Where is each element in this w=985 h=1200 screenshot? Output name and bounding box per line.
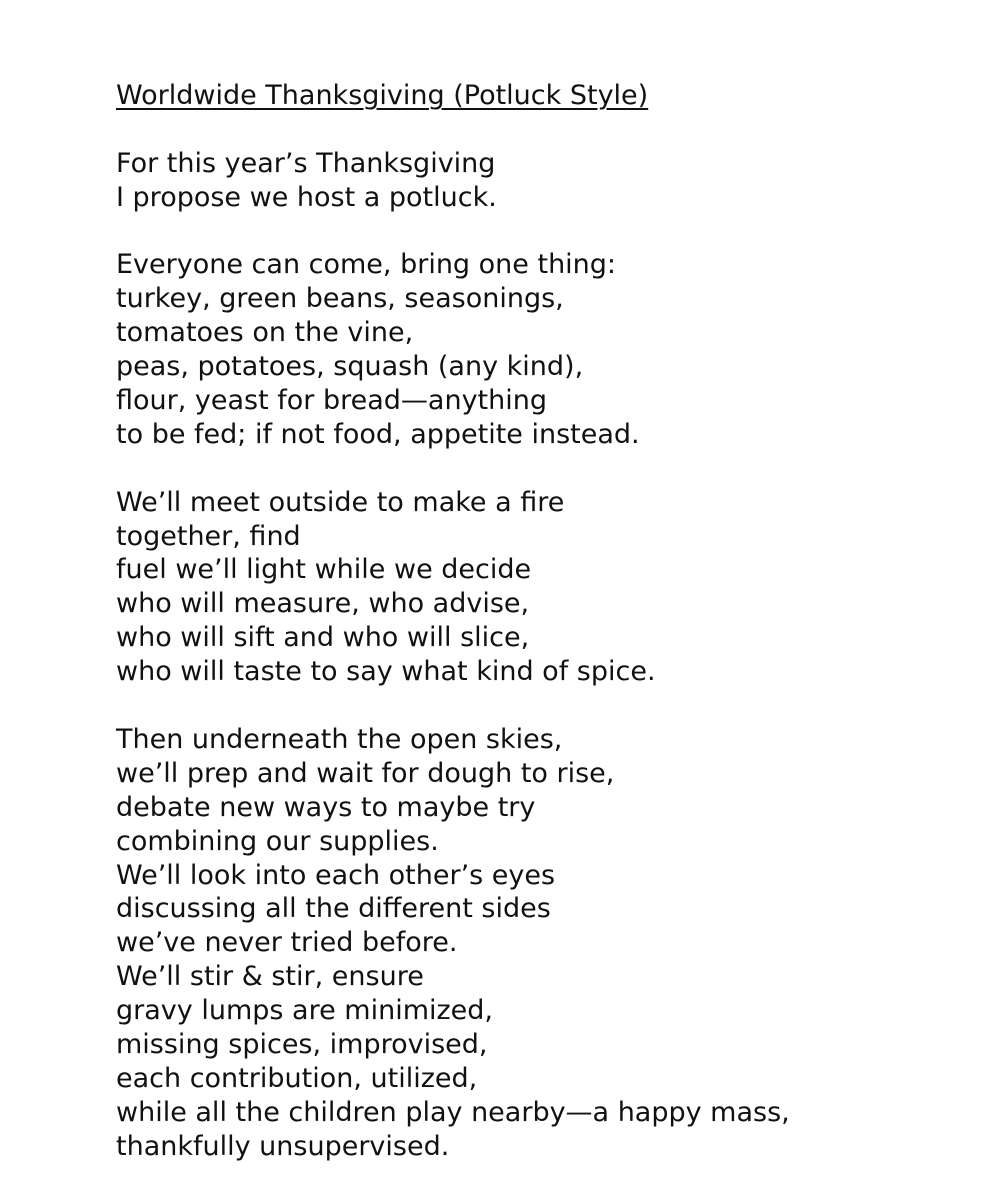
poem-line: each contribution, utilized,	[116, 1062, 478, 1094]
poem-line: turkey, green beans, seasonings,	[116, 283, 564, 315]
poem-line: to be fed; if not food, appetite instead.	[116, 418, 640, 450]
poem-line: gravy lumps are minimized,	[116, 995, 493, 1027]
poem-line: who will sift and who will slice,	[116, 622, 530, 654]
stanza-gap	[116, 113, 966, 147]
stanza-2	[116, 248, 966, 451]
poem-line: We’ll meet outside to make a fire	[116, 486, 565, 518]
poem-line: tomatoes on the vine,	[116, 317, 414, 349]
poem-line: who will measure, who advise,	[116, 588, 530, 620]
stanza-gap	[116, 452, 966, 486]
stanza-3	[116, 486, 966, 689]
poem-line: fuel we’ll light while we decide	[116, 554, 532, 586]
poem-line: while all the children play nearby—a happy mass,	[116, 1096, 790, 1128]
poem-line: discussing all the different sides	[116, 893, 551, 925]
poem-line: debate new ways to maybe try	[116, 791, 536, 823]
poem-line: we’ve never tried before.	[116, 927, 458, 959]
poem-line: Everyone can come, bring one thing:	[116, 249, 617, 281]
poem-line: missing spices, improvised,	[116, 1028, 488, 1060]
poem-line: We’ll look into each other’s eyes	[116, 859, 556, 891]
poem	[116, 79, 966, 1164]
poem-line: we’ll prep and wait for dough to rise,	[116, 757, 615, 789]
poem-line: I propose we host a potluck.	[116, 181, 497, 213]
poem-line: For this year’s Thanksgiving	[116, 147, 496, 179]
poem-line: peas, potatoes, squash (any kind),	[116, 351, 584, 383]
stanza-4	[116, 723, 966, 1164]
poem-line: combining our supplies.	[116, 825, 439, 857]
poem-line: flour, yeast for bread—anything	[116, 385, 548, 417]
poem-line: together, find	[116, 520, 301, 552]
poem-line: Then underneath the open skies,	[116, 723, 563, 755]
poem-line: who will taste to say what kind of spice.	[116, 656, 656, 688]
stanza-1	[116, 147, 966, 215]
poem-line: thankfully unsupervised.	[116, 1130, 450, 1162]
stanza-gap	[116, 215, 966, 249]
poem-title: Worldwide Thanksgiving (Potluck Style)	[116, 80, 649, 111]
poem-line: We’ll stir & stir, ensure	[116, 961, 424, 993]
stanza-gap	[116, 689, 966, 723]
